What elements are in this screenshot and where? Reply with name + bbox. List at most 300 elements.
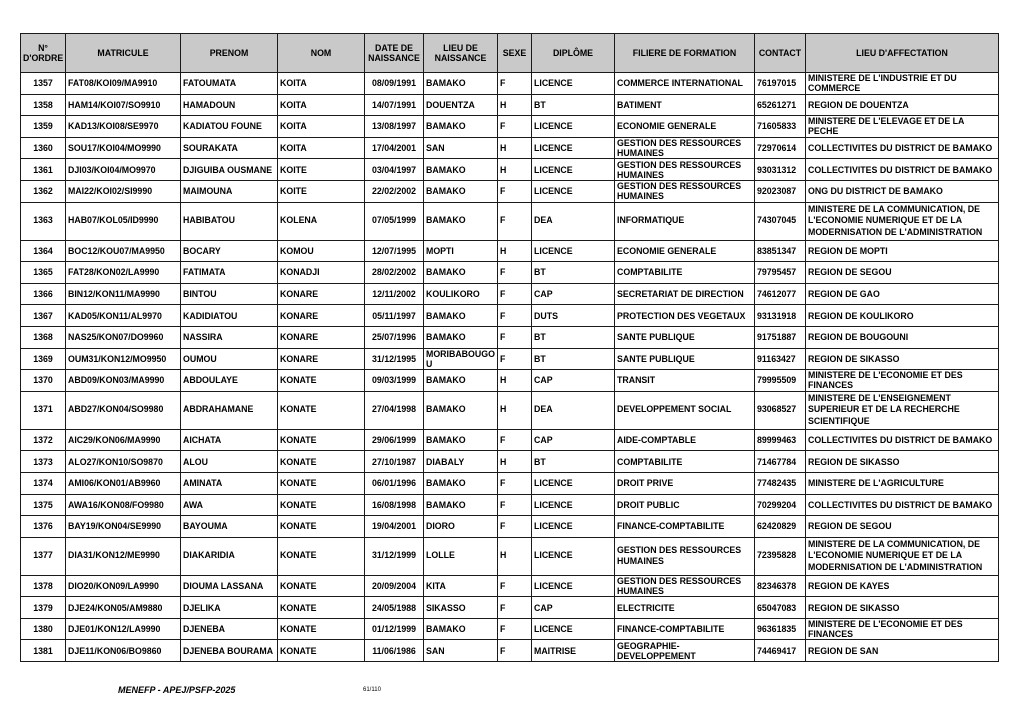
cell-date-naissance: 27/10/1987	[365, 451, 424, 473]
cell-filiere: ELECTRICITE	[615, 597, 755, 619]
table-row	[21, 370, 999, 392]
cell-ordre: 1376	[21, 516, 66, 538]
cell-sexe: F	[498, 283, 532, 305]
cell-lieu-affectation: REGION DE DOUENTZA	[806, 94, 999, 116]
cell-diplome: BT	[532, 94, 615, 116]
table-header	[21, 34, 999, 73]
cell-filiere: AIDE-COMPTABLE	[615, 429, 755, 451]
cell-matricule: BIN12/KON11/MA9990	[66, 283, 181, 305]
cell-filiere: ECONOMIE GENERALE	[615, 240, 755, 262]
cell-contact: 77482435	[755, 472, 806, 494]
cell-nom: KONATE	[278, 516, 365, 538]
cell-date-naissance: 09/03/1999	[365, 370, 424, 392]
table-row	[21, 451, 999, 473]
cell-prenom: NASSIRA	[181, 326, 278, 348]
cell-lieu-affectation: REGION DE SIKASSO	[806, 597, 999, 619]
cell-contact: 70299204	[755, 494, 806, 516]
cell-filiere: ECONOMIE GENERALE	[615, 116, 755, 138]
table-row	[21, 73, 999, 95]
cell-lieu-naissance: LOLLE	[424, 537, 498, 575]
cell-diplome: CAP	[532, 429, 615, 451]
cell-matricule: DJE11/KON06/BO9860	[66, 640, 181, 662]
cell-contact: 82346378	[755, 575, 806, 597]
cell-nom: KOITE	[278, 159, 365, 181]
cell-matricule: AIC29/KON06/MA9990	[66, 429, 181, 451]
cell-sexe: F	[498, 516, 532, 538]
cell-contact: 74307045	[755, 202, 806, 240]
cell-contact: 93031312	[755, 159, 806, 181]
cell-ordre: 1378	[21, 575, 66, 597]
cell-contact: 96361835	[755, 618, 806, 640]
table-row	[21, 283, 999, 305]
cell-sexe: H	[498, 240, 532, 262]
cell-nom: KONATE	[278, 537, 365, 575]
cell-ordre: 1365	[21, 262, 66, 284]
cell-nom: KONATE	[278, 494, 365, 516]
cell-contact: 79995509	[755, 370, 806, 392]
cell-sexe: F	[498, 618, 532, 640]
cell-lieu-affectation: MINISTERE DE L'ECONOMIE ET DES FINANCES	[806, 370, 999, 392]
cell-lieu-naissance: SAN	[424, 640, 498, 662]
cell-matricule: FAT08/KOI09/MA9910	[66, 73, 181, 95]
cell-filiere: DROIT PRIVE	[615, 472, 755, 494]
cell-contact: 62420829	[755, 516, 806, 538]
cell-matricule: AMI06/KON01/AB9960	[66, 472, 181, 494]
table-row	[21, 429, 999, 451]
cell-contact: 65047083	[755, 597, 806, 619]
cell-prenom: ALOU	[181, 451, 278, 473]
cell-prenom: BOCARY	[181, 240, 278, 262]
assignment-list-table	[20, 33, 999, 662]
cell-lieu-affectation: REGION DE BOUGOUNI	[806, 326, 999, 348]
cell-matricule: DIA31/KON12/ME9990	[66, 537, 181, 575]
cell-sexe: F	[498, 494, 532, 516]
cell-nom: KONATE	[278, 472, 365, 494]
cell-diplome: LICENCE	[532, 73, 615, 95]
cell-lieu-naissance: MORIBABOUGOU	[424, 348, 498, 370]
cell-contact: 71605833	[755, 116, 806, 138]
cell-lieu-affectation: REGION DE KOULIKORO	[806, 305, 999, 327]
cell-nom: KONATE	[278, 391, 365, 429]
cell-ordre: 1366	[21, 283, 66, 305]
column-header-prenom: PRENOM	[181, 34, 278, 73]
cell-filiere: FINANCE-COMPTABILITE	[615, 516, 755, 538]
column-header-contact: CONTACT	[755, 34, 806, 73]
column-header-lieu-naissance: LIEU DE NAISSANCE	[424, 34, 498, 73]
column-header-filiere: FILIERE DE FORMATION	[615, 34, 755, 73]
cell-contact: 74612077	[755, 283, 806, 305]
table-row	[21, 391, 999, 429]
cell-matricule: ALO27/KON10/SO9870	[66, 451, 181, 473]
cell-sexe: F	[498, 429, 532, 451]
column-header-ordre: N° D'ORDRE	[21, 34, 66, 73]
cell-prenom: DIOUMA LASSANA	[181, 575, 278, 597]
cell-lieu-naissance: SAN	[424, 137, 498, 159]
cell-date-naissance: 29/06/1999	[365, 429, 424, 451]
cell-diplome: CAP	[532, 370, 615, 392]
cell-filiere: DEVELOPPEMENT SOCIAL	[615, 391, 755, 429]
cell-matricule: FAT28/KON02/LA9990	[66, 262, 181, 284]
cell-filiere: BATIMENT	[615, 94, 755, 116]
cell-sexe: F	[498, 262, 532, 284]
cell-filiere: GESTION DES RESSOURCES HUMAINES	[615, 575, 755, 597]
cell-matricule: BAY19/KON04/SE9990	[66, 516, 181, 538]
cell-filiere: GESTION DES RESSOURCES HUMAINES	[615, 137, 755, 159]
cell-lieu-naissance: SIKASSO	[424, 597, 498, 619]
table-row	[21, 159, 999, 181]
cell-contact: 71467784	[755, 451, 806, 473]
cell-lieu-naissance: MOPTI	[424, 240, 498, 262]
table-row	[21, 618, 999, 640]
cell-sexe: H	[498, 370, 532, 392]
table-row	[21, 537, 999, 575]
cell-ordre: 1359	[21, 116, 66, 138]
cell-contact: 93131918	[755, 305, 806, 327]
cell-diplome: LICENCE	[532, 137, 615, 159]
cell-nom: KONARE	[278, 305, 365, 327]
cell-sexe: F	[498, 116, 532, 138]
cell-date-naissance: 03/04/1997	[365, 159, 424, 181]
cell-matricule: DJI03/KOI04/MO9970	[66, 159, 181, 181]
cell-sexe: F	[498, 73, 532, 95]
column-header-nom: NOM	[278, 34, 365, 73]
cell-filiere: DROIT PUBLIC	[615, 494, 755, 516]
cell-contact: 72970614	[755, 137, 806, 159]
cell-diplome: DUTS	[532, 305, 615, 327]
cell-nom: KONATE	[278, 370, 365, 392]
column-header-lieu-affectation: LIEU D'AFFECTATION	[806, 34, 999, 73]
cell-diplome: LICENCE	[532, 240, 615, 262]
cell-ordre: 1362	[21, 180, 66, 202]
cell-lieu-naissance: DIORO	[424, 516, 498, 538]
cell-lieu-naissance: BAMAKO	[424, 116, 498, 138]
cell-nom: KONATE	[278, 575, 365, 597]
cell-matricule: DIO20/KON09/LA9990	[66, 575, 181, 597]
cell-nom: KOITE	[278, 180, 365, 202]
table-row	[21, 472, 999, 494]
cell-nom: KONADJI	[278, 262, 365, 284]
cell-diplome: BT	[532, 451, 615, 473]
cell-ordre: 1357	[21, 73, 66, 95]
cell-lieu-affectation: COLLECTIVITES DU DISTRICT DE BAMAKO	[806, 429, 999, 451]
table-body	[21, 73, 999, 662]
cell-date-naissance: 13/08/1997	[365, 116, 424, 138]
cell-matricule: KAD13/KOI08/SE9970	[66, 116, 181, 138]
cell-lieu-affectation: MINISTERE DE LA COMMUNICATION, DE L'ECONOMIE NUMERIQUE ET DE LA MODERNISATION DE L'ADMINISTRATION	[806, 537, 999, 575]
cell-nom: KOITA	[278, 116, 365, 138]
cell-sexe: F	[498, 305, 532, 327]
cell-lieu-affectation: MINISTERE DE L'ELEVAGE ET DE LA PECHE	[806, 116, 999, 138]
cell-ordre: 1381	[21, 640, 66, 662]
cell-nom: KONATE	[278, 640, 365, 662]
cell-diplome: LICENCE	[532, 575, 615, 597]
cell-date-naissance: 14/07/1991	[365, 94, 424, 116]
cell-lieu-affectation: REGION DE SIKASSO	[806, 451, 999, 473]
cell-diplome: BT	[532, 326, 615, 348]
cell-ordre: 1371	[21, 391, 66, 429]
cell-sexe: H	[498, 537, 532, 575]
cell-lieu-affectation: ONG DU DISTRICT DE BAMAKO	[806, 180, 999, 202]
cell-date-naissance: 12/07/1995	[365, 240, 424, 262]
table-row	[21, 180, 999, 202]
cell-matricule: AWA16/KON08/FO9980	[66, 494, 181, 516]
cell-lieu-affectation: REGION DE SEGOU	[806, 516, 999, 538]
cell-nom: KOMOU	[278, 240, 365, 262]
cell-prenom: HABIBATOU	[181, 202, 278, 240]
cell-lieu-naissance: DIABALY	[424, 451, 498, 473]
cell-prenom: AICHATA	[181, 429, 278, 451]
cell-date-naissance: 27/04/1998	[365, 391, 424, 429]
cell-filiere: COMPTABILITE	[615, 262, 755, 284]
cell-date-naissance: 08/09/1991	[365, 73, 424, 95]
cell-prenom: SOURAKATA	[181, 137, 278, 159]
cell-ordre: 1361	[21, 159, 66, 181]
cell-lieu-affectation: COLLECTIVITES DU DISTRICT DE BAMAKO	[806, 494, 999, 516]
cell-lieu-affectation: MINISTERE DE L'ENSEIGNEMENT SUPERIEUR ET DE LA RECHERCHE SCIENTIFIQUE	[806, 391, 999, 429]
cell-date-naissance: 24/05/1988	[365, 597, 424, 619]
cell-lieu-naissance: BAMAKO	[424, 73, 498, 95]
cell-matricule: BOC12/KOU07/MA9950	[66, 240, 181, 262]
table-row	[21, 305, 999, 327]
cell-nom: KONATE	[278, 618, 365, 640]
cell-lieu-naissance: BAMAKO	[424, 370, 498, 392]
cell-contact: 93068527	[755, 391, 806, 429]
cell-prenom: ABDOULAYE	[181, 370, 278, 392]
cell-diplome: BT	[532, 262, 615, 284]
cell-sexe: F	[498, 326, 532, 348]
cell-lieu-affectation: MINISTERE DE L'INDUSTRIE ET DU COMMERCE	[806, 73, 999, 95]
table-row	[21, 202, 999, 240]
cell-contact: 76197015	[755, 73, 806, 95]
cell-lieu-naissance: DOUENTZA	[424, 94, 498, 116]
table-row	[21, 240, 999, 262]
cell-date-naissance: 31/12/1999	[365, 537, 424, 575]
table-row	[21, 262, 999, 284]
cell-matricule: NAS25/KON07/DO9960	[66, 326, 181, 348]
cell-lieu-naissance: BAMAKO	[424, 262, 498, 284]
cell-ordre: 1360	[21, 137, 66, 159]
cell-lieu-affectation: REGION DE SEGOU	[806, 262, 999, 284]
cell-lieu-naissance: BAMAKO	[424, 159, 498, 181]
cell-prenom: DJENEBA BOURAMA	[181, 640, 278, 662]
cell-prenom: MAIMOUNA	[181, 180, 278, 202]
cell-prenom: DJENEBA	[181, 618, 278, 640]
cell-date-naissance: 06/01/1996	[365, 472, 424, 494]
cell-date-naissance: 28/02/2002	[365, 262, 424, 284]
cell-matricule: DJE24/KON05/AM9880	[66, 597, 181, 619]
cell-matricule: KAD05/KON11/AL9970	[66, 305, 181, 327]
cell-lieu-affectation: REGION DE SIKASSO	[806, 348, 999, 370]
cell-sexe: H	[498, 391, 532, 429]
cell-contact: 89999463	[755, 429, 806, 451]
cell-ordre: 1372	[21, 429, 66, 451]
cell-prenom: DJIGUIBA OUSMANE	[181, 159, 278, 181]
cell-nom: KONATE	[278, 429, 365, 451]
cell-matricule: DJE01/KON12/LA9990	[66, 618, 181, 640]
table-row	[21, 516, 999, 538]
cell-ordre: 1377	[21, 537, 66, 575]
cell-lieu-affectation: COLLECTIVITES DU DISTRICT DE BAMAKO	[806, 137, 999, 159]
cell-filiere: TRANSIT	[615, 370, 755, 392]
cell-sexe: F	[498, 180, 532, 202]
cell-prenom: ABDRAHAMANE	[181, 391, 278, 429]
cell-ordre: 1374	[21, 472, 66, 494]
cell-filiere: PROTECTION DES VEGETAUX	[615, 305, 755, 327]
table-row	[21, 326, 999, 348]
cell-lieu-naissance: BAMAKO	[424, 305, 498, 327]
cell-nom: KONATE	[278, 451, 365, 473]
cell-prenom: BINTOU	[181, 283, 278, 305]
cell-ordre: 1367	[21, 305, 66, 327]
footer-publisher: MENEFP - APEJ/PSFP-2025	[118, 685, 236, 695]
cell-sexe: F	[498, 472, 532, 494]
cell-lieu-affectation: MINISTERE DE L'ECONOMIE ET DES FINANCES	[806, 618, 999, 640]
cell-ordre: 1358	[21, 94, 66, 116]
cell-prenom: FATIMATA	[181, 262, 278, 284]
cell-sexe: F	[498, 202, 532, 240]
cell-lieu-affectation: MINISTERE DE LA COMMUNICATION, DE L'ECONOMIE NUMERIQUE ET DE LA MODERNISATION DE L'ADMINISTRATION	[806, 202, 999, 240]
cell-date-naissance: 16/08/1998	[365, 494, 424, 516]
cell-diplome: LICENCE	[532, 180, 615, 202]
table-row	[21, 348, 999, 370]
cell-nom: KOITA	[278, 94, 365, 116]
cell-diplome: LICENCE	[532, 472, 615, 494]
cell-diplome: LICENCE	[532, 494, 615, 516]
cell-diplome: MAITRISE	[532, 640, 615, 662]
column-header-matricule: MATRICULE	[66, 34, 181, 73]
table-row	[21, 116, 999, 138]
cell-nom: KOITA	[278, 137, 365, 159]
cell-diplome: LICENCE	[532, 116, 615, 138]
cell-contact: 83851347	[755, 240, 806, 262]
cell-diplome: CAP	[532, 597, 615, 619]
cell-date-naissance: 12/11/2002	[365, 283, 424, 305]
cell-lieu-naissance: BAMAKO	[424, 429, 498, 451]
cell-diplome: LICENCE	[532, 516, 615, 538]
cell-diplome: BT	[532, 348, 615, 370]
cell-date-naissance: 22/02/2002	[365, 180, 424, 202]
cell-nom: KONARE	[278, 283, 365, 305]
cell-lieu-affectation: REGION DE KAYES	[806, 575, 999, 597]
cell-contact: 91163427	[755, 348, 806, 370]
cell-matricule: SOU17/KOI04/MO9990	[66, 137, 181, 159]
table-row	[21, 94, 999, 116]
cell-contact: 72395828	[755, 537, 806, 575]
cell-date-naissance: 01/12/1999	[365, 618, 424, 640]
cell-sexe: F	[498, 597, 532, 619]
cell-ordre: 1368	[21, 326, 66, 348]
cell-lieu-naissance: BAMAKO	[424, 494, 498, 516]
cell-lieu-affectation: REGION DE MOPTI	[806, 240, 999, 262]
cell-nom: KONARE	[278, 348, 365, 370]
cell-contact: 91751887	[755, 326, 806, 348]
cell-sexe: H	[498, 451, 532, 473]
cell-lieu-affectation: REGION DE GAO	[806, 283, 999, 305]
cell-diplome: DEA	[532, 391, 615, 429]
cell-ordre: 1379	[21, 597, 66, 619]
cell-lieu-naissance: BAMAKO	[424, 472, 498, 494]
cell-matricule: HAM14/KOI07/SO9910	[66, 94, 181, 116]
column-header-diplome: DIPLÔME	[532, 34, 615, 73]
cell-filiere: GEOGRAPHIE-DEVELOPPEMENT	[615, 640, 755, 662]
cell-filiere: SECRETARIAT DE DIRECTION	[615, 283, 755, 305]
cell-sexe: F	[498, 575, 532, 597]
cell-prenom: DIAKARIDIA	[181, 537, 278, 575]
cell-date-naissance: 17/04/2001	[365, 137, 424, 159]
cell-diplome: CAP	[532, 283, 615, 305]
cell-prenom: KADIDIATOU	[181, 305, 278, 327]
cell-sexe: F	[498, 348, 532, 370]
cell-ordre: 1380	[21, 618, 66, 640]
cell-prenom: BAYOUMA	[181, 516, 278, 538]
cell-sexe: F	[498, 640, 532, 662]
cell-ordre: 1370	[21, 370, 66, 392]
cell-ordre: 1364	[21, 240, 66, 262]
cell-date-naissance: 31/12/1995	[365, 348, 424, 370]
table-row	[21, 137, 999, 159]
cell-contact: 79795457	[755, 262, 806, 284]
cell-lieu-affectation: COLLECTIVITES DU DISTRICT DE BAMAKO	[806, 159, 999, 181]
cell-matricule: MAI22/KOI02/SI9990	[66, 180, 181, 202]
cell-sexe: H	[498, 94, 532, 116]
cell-lieu-naissance: BAMAKO	[424, 618, 498, 640]
table-row	[21, 640, 999, 662]
cell-filiere: INFORMATIQUE	[615, 202, 755, 240]
cell-lieu-naissance: BAMAKO	[424, 180, 498, 202]
cell-filiere: GESTION DES RESSOURCES HUMAINES	[615, 180, 755, 202]
cell-ordre: 1375	[21, 494, 66, 516]
cell-diplome: LICENCE	[532, 159, 615, 181]
page-number: 61/110	[363, 687, 381, 693]
cell-prenom: AMINATA	[181, 472, 278, 494]
cell-lieu-affectation: MINISTERE DE L'AGRICULTURE	[806, 472, 999, 494]
cell-filiere: SANTE PUBLIQUE	[615, 348, 755, 370]
column-header-sexe: SEXE	[498, 34, 532, 73]
cell-filiere: FINANCE-COMPTABILITE	[615, 618, 755, 640]
table-header-row	[21, 34, 999, 73]
cell-matricule: ABD27/KON04/SO9980	[66, 391, 181, 429]
cell-date-naissance: 25/07/1996	[365, 326, 424, 348]
cell-nom: KONATE	[278, 597, 365, 619]
cell-ordre: 1369	[21, 348, 66, 370]
cell-contact: 92023087	[755, 180, 806, 202]
cell-prenom: KADIATOU FOUNE	[181, 116, 278, 138]
column-header-date-naissance: DATE DE NAISSANCE	[365, 34, 424, 73]
cell-matricule: ABD09/KON03/MA9990	[66, 370, 181, 392]
cell-date-naissance: 07/05/1999	[365, 202, 424, 240]
cell-lieu-naissance: BAMAKO	[424, 202, 498, 240]
cell-date-naissance: 11/06/1986	[365, 640, 424, 662]
cell-diplome: LICENCE	[532, 537, 615, 575]
cell-contact: 65261271	[755, 94, 806, 116]
cell-prenom: FATOUMATA	[181, 73, 278, 95]
cell-ordre: 1373	[21, 451, 66, 473]
cell-date-naissance: 19/04/2001	[365, 516, 424, 538]
cell-prenom: HAMADOUN	[181, 94, 278, 116]
cell-matricule: OUM31/KON12/MO9950	[66, 348, 181, 370]
cell-nom: KONARE	[278, 326, 365, 348]
cell-lieu-affectation: REGION DE SAN	[806, 640, 999, 662]
cell-lieu-naissance: KITA	[424, 575, 498, 597]
cell-date-naissance: 20/09/2004	[365, 575, 424, 597]
cell-ordre: 1363	[21, 202, 66, 240]
cell-lieu-naissance: KOULIKORO	[424, 283, 498, 305]
table-row	[21, 494, 999, 516]
cell-sexe: H	[498, 137, 532, 159]
cell-nom: KOITA	[278, 73, 365, 95]
cell-date-naissance: 05/11/1997	[365, 305, 424, 327]
cell-contact: 74469417	[755, 640, 806, 662]
